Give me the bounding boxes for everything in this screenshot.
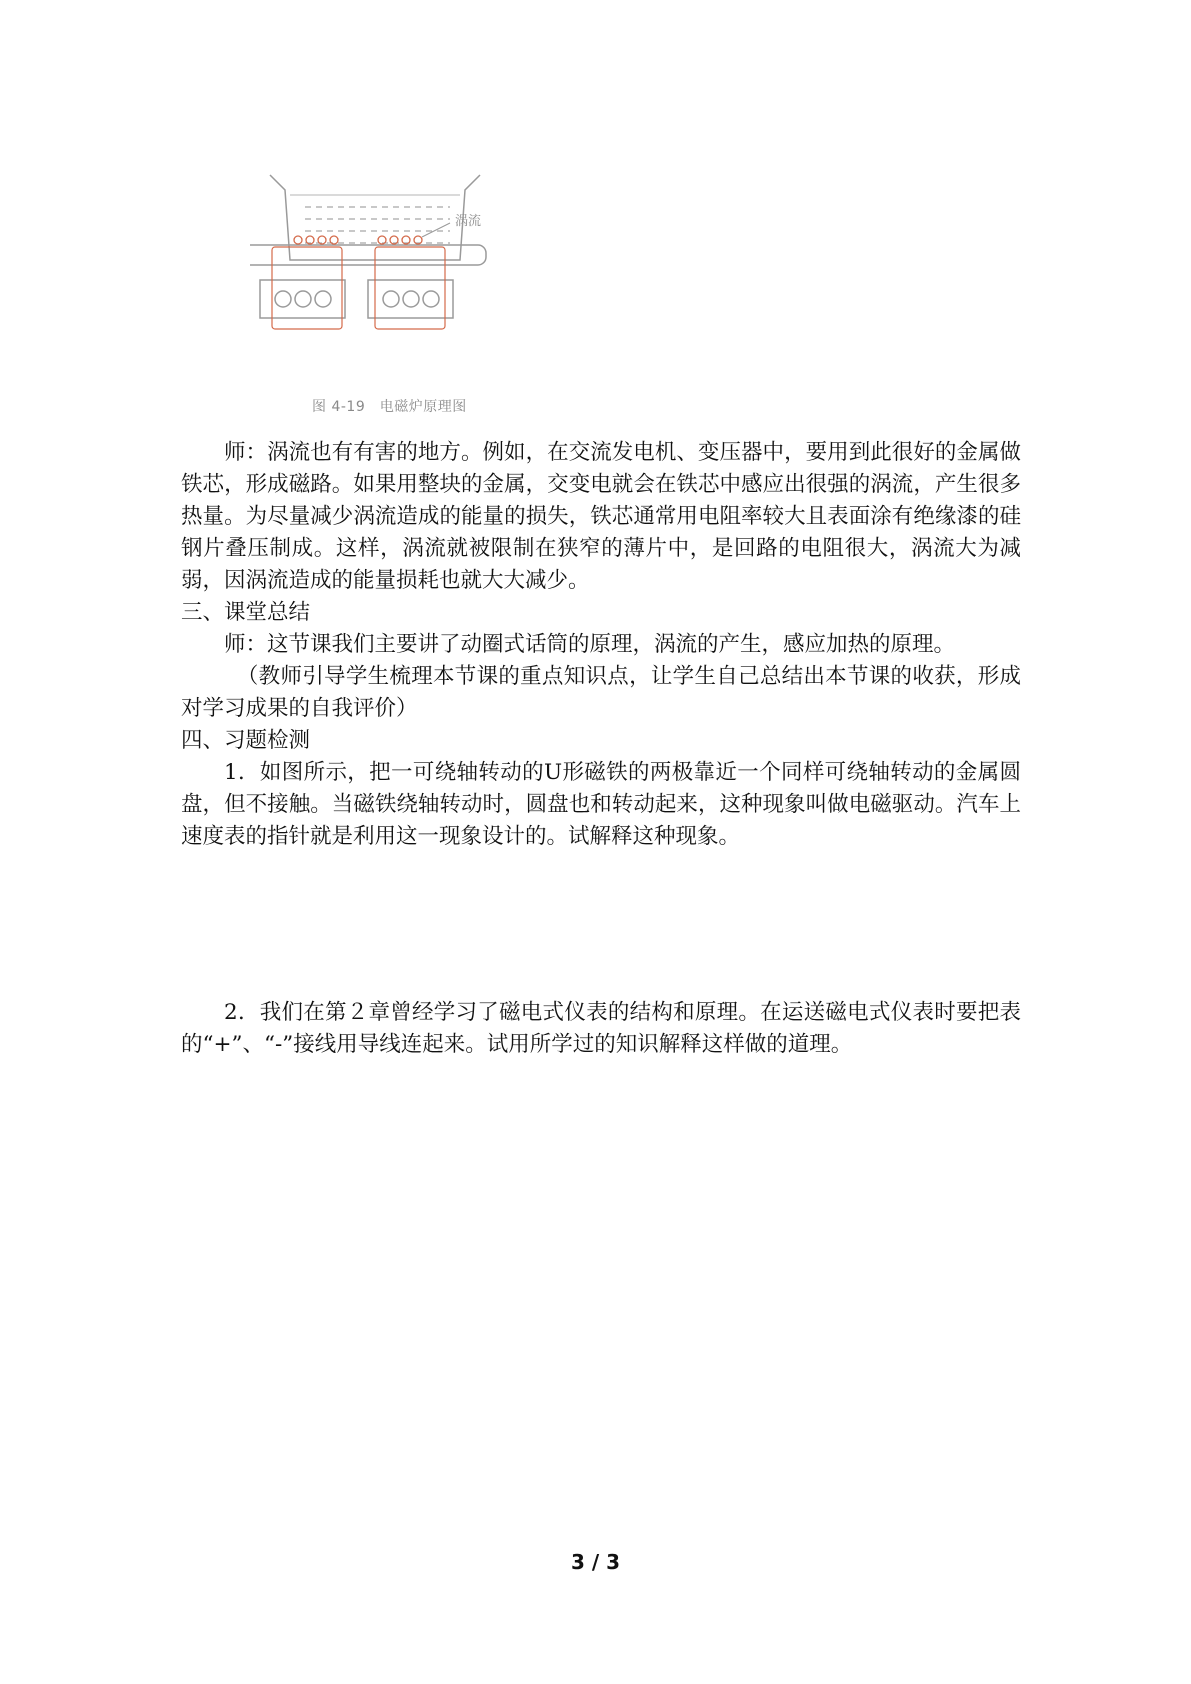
figure-caption: 图 4-19 电磁炉原理图: [312, 399, 467, 415]
body-text: [181, 437, 1021, 853]
body-text-2: [181, 997, 1021, 1061]
paragraph-summary: 师：这节课我们主要讲了动圈式话筒的原理，涡流的产生，感应加热的原理。: [224, 632, 956, 657]
induction-cooker-illustration: [250, 165, 540, 395]
paragraph-eddy-harm: 师：涡流也有有害的地方。例如，在交流发电机、变压器中，要用到此很好的金属做铁芯，形成磁路。如果用整块的金属，交变电就会在铁芯中感应出很强的涡流，产生很多热量。为尽量减少涡流造成的能量的损失，铁芯通常用电阻率较大且表面涂有绝缘漆的硅钢片叠压制成。这样，涡流就被限制在狭窄的薄片中，是回路的电阻很大，涡流大为减弱，因涡流造成的能量损耗也就大大减少。: [181, 440, 1021, 593]
paragraph-teacher-guide: （教师引导学生梳理本节课的重点知识点，让学生自己总结出本节课的收获，形成对学习成果的自我评价）: [181, 664, 1021, 721]
induction-cooker-diagram: [250, 165, 540, 425]
exercise-2: 2．我们在第２章曾经学习了磁电式仪表的结构和原理。在运送磁电式仪表时要把表的“+”、“-”接线用导线连起来。试用所学过的知识解释这样做的道理。: [181, 1000, 1021, 1057]
exercise-1: 1．如图所示，把一可绕轴转动的U形磁铁的两极靠近一个同样可绕轴转动的金属圆盘，但不接触。当磁铁绕轴转动时，圆盘也和转动起来，这种现象叫做电磁驱动。汽车上速度表的指针就是利用这一现象设计的。试解释这种现象。: [181, 760, 1021, 849]
heading-summary: 三、课堂总结: [181, 600, 311, 625]
heading-exercises: 四、习题检测: [181, 728, 311, 753]
page-number: 3 / 3: [570, 1550, 621, 1574]
eddy-current-label: 涡流: [455, 214, 482, 229]
